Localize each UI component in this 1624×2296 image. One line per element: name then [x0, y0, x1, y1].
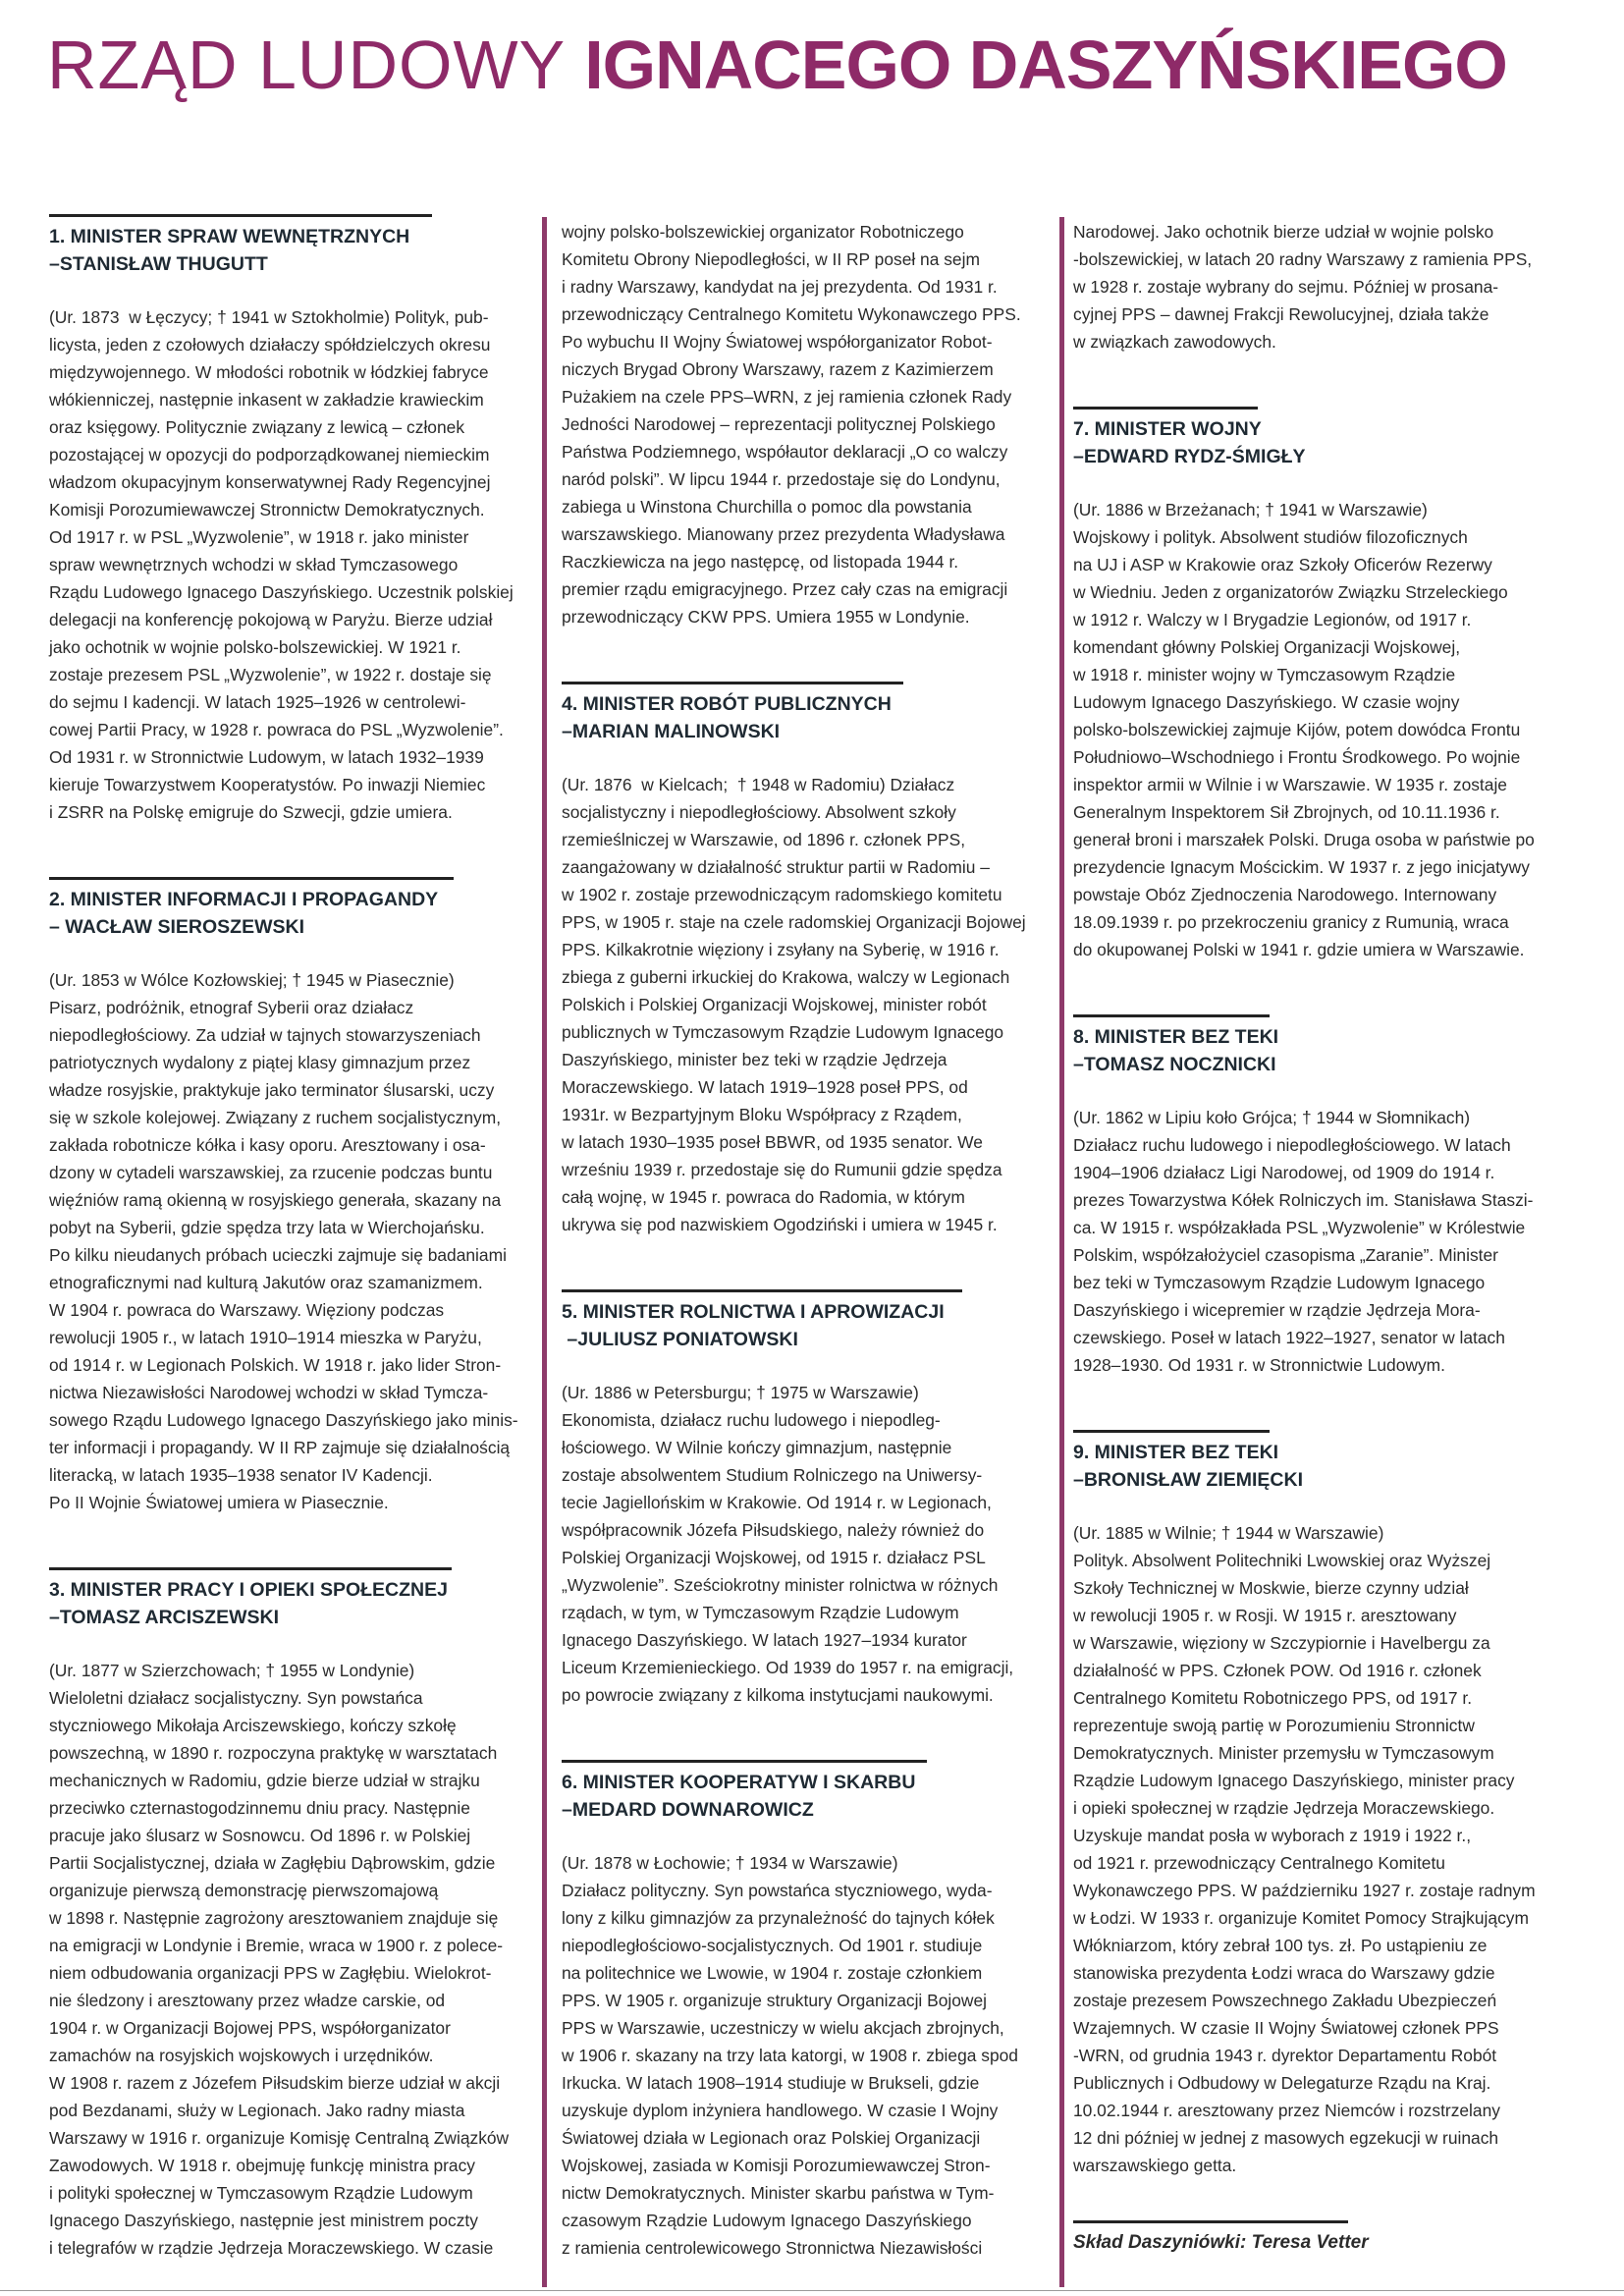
body-line: Od 1931 r. w Stronnictwie Ludowym, w latach 1932–1939: [49, 747, 484, 767]
section-rule: [562, 1289, 962, 1292]
body-line: na UJ i ASP w Krakowie oraz Szkoły Oficerów Rezerwy: [1073, 555, 1492, 574]
body-line: pobyt na Syberii, gdzie spędza trzy lata w Wierchojańsku.: [49, 1218, 485, 1237]
body-line: stanowiska prezydenta Łodzi wraca do Warszawy gdzie: [1073, 1963, 1495, 1983]
body-line: W 1908 r. razem z Józefem Piłsudskim bierze udział w akcji: [49, 2073, 501, 2093]
body-line: Liceum Krzemienieckiego. Od 1939 do 1957 r. na emigracji,: [562, 1658, 1014, 1677]
body-line: w 1902 r. zostaje przewodniczącym radomskiego komitetu: [562, 885, 1002, 904]
section-heading: [1073, 415, 1584, 470]
body-line: Pużakiem na czele PPS–WRN, z jej ramienia członek Rady: [562, 387, 1012, 407]
body-line: władzom okupacyjnym konserwatywnej Rady Regencyjnej: [49, 472, 491, 492]
section-rule: [49, 877, 454, 880]
body-line: międzywojennego. W młodości robotnik w łódzkiej fabryce: [49, 362, 489, 382]
body-line: zamachów na rosyjskich wojskowych i urzędników.: [49, 2046, 434, 2065]
heading-title: 4. MINISTER ROBÓT PUBLICZNYCH: [562, 693, 892, 715]
body-line: uzyskuje dyplom inżyniera handlowego. W czasie I Wojny: [562, 2101, 999, 2120]
body-line: ukrywa się pod nazwiskiem Ogodziński i umiera w 1945 r.: [562, 1215, 998, 1234]
body-line: władze rosyjskie, praktykuje jako terminator ślusarski, uczy: [49, 1080, 495, 1100]
body-line: pozostającej w opozycji do podporządkowanej niemieckim: [49, 445, 490, 465]
section-body: [562, 771, 1053, 1238]
body-line: do sejmu I kadencji. W latach 1925–1926 w centrolewi-: [49, 692, 466, 712]
body-line: warszawskiego getta.: [1073, 2156, 1237, 2175]
body-line: polsko-bolszewickiej zajmuje Kijów, potem dowódca Frontu: [1073, 720, 1521, 739]
body-line: nictw Demokratycznych. Minister skarbu państwa w Tym-: [562, 2183, 995, 2203]
body-line: Światowej działa w Legionach oraz Polskiej Organizacji: [562, 2128, 981, 2148]
body-line: lony z kilku gimnazjów za przynależność do tajnych kółek: [562, 1908, 995, 1928]
page-title: [47, 27, 1507, 102]
body-line: Szkoły Technicznej w Moskwie, bierze czynny udział: [1073, 1578, 1469, 1598]
section-heading: [49, 223, 540, 278]
heading-title: 5. MINISTER ROLNICTWA I APROWIZACJI: [562, 1301, 945, 1323]
body-line: do okupowanej Polski w 1941 r. gdzie umiera w Warszawie.: [1073, 940, 1525, 959]
body-line: 1904 r. w Organizacji Bojowej PPS, współorganizator: [49, 2018, 451, 2038]
body-line: zaangażowany w działalność struktur partii w Radomiu –: [562, 857, 990, 877]
heading-title: 9. MINISTER BEZ TEKI: [1073, 1442, 1279, 1463]
body-line: na emigracji w Londynie i Bremie, wraca w 1900 r. z polece-: [49, 1936, 504, 1955]
body-line: Centralnego Komitetu Robotniczego PPS, od 1917 r.: [1073, 1688, 1473, 1708]
body-line: prezydencie Ignacym Mościckim. W 1937 r. z jego inicjatywy: [1073, 857, 1530, 877]
body-line: przeciwko czternastogodzinnemu dniu pracy. Następnie: [49, 1798, 470, 1818]
body-line: Ludowym Ignacego Daszyńskiego. W czasie wojny: [1073, 692, 1460, 712]
body-line: reprezentuje swoją partię w Porozumieniu Stronnictw: [1073, 1716, 1475, 1735]
body-line: z ramienia centrolewicowego Stronnictwa Niezawisłości: [562, 2238, 983, 2258]
body-line: PPS. W 1905 r. organizuje struktury Organizacji Bojowej: [562, 1991, 988, 2010]
body-line: i radny Warszawy, kandydat na jej prezydenta. Od 1931 r.: [562, 277, 998, 297]
body-line: i opieki społecznej w rządzie Jędrzeja Moraczewskiego.: [1073, 1798, 1495, 1818]
body-line: Wojskowej, zasiada w Komisji Porozumiewawczej Stron-: [562, 2156, 991, 2175]
body-line: Ignacego Daszyńskiego, następnie jest ministrem poczty: [49, 2211, 478, 2230]
section-1: [49, 214, 432, 217]
body-line: (Ur. 1873 w Łęczycy; † 1941 w Sztokholmie) Polityk, pub-: [49, 307, 489, 327]
body-line: Daszyńskiego, minister bez teki w rządzie Jędrzeja: [562, 1050, 947, 1069]
body-line: Warszawy w 1916 r. organizuje Komisję Centralną Związków: [49, 2128, 510, 2148]
body-line: Polskich i Polskiej Organizacji Wojskowej, minister robót: [562, 995, 987, 1014]
section-heading: [49, 1576, 540, 1631]
section-heading: [562, 1298, 1053, 1353]
body-line: i polityki społecznej w Tymczasowym Rządzie Ludowym: [49, 2183, 473, 2203]
body-line: Partii Socjalistycznej, działa w Zagłębiu Dąbrowskim, gdzie: [49, 1853, 496, 1873]
body-line: zbiega z guberni irkuckiej do Krakowa, walczy w Legionach: [562, 967, 1010, 987]
body-line: ca. W 1915 r. współzakłada PSL „Wyzwolenie” w Królestwie: [1073, 1218, 1526, 1237]
section-rule: [49, 1567, 452, 1570]
body-line: prezes Towarzystwa Kółek Rolniczych im. Stanisława Staszi-: [1073, 1190, 1534, 1210]
body-line: inspektor armii w Wilnie i w Warszawie. W 1935 r. zostaje: [1073, 775, 1507, 794]
body-line: na politechnice we Lwowie, w 1904 r. zostaje członkiem: [562, 1963, 983, 1983]
section-rule: [562, 1760, 927, 1763]
section-body: [562, 1849, 1053, 2262]
body-line: (Ur. 1886 w Brzeżanach; † 1941 w Warszawie): [1073, 500, 1428, 519]
section-body: [49, 303, 540, 826]
body-line: premier rządu emigracyjnego. Przez cały czas na emigracji: [562, 579, 1008, 599]
section-rule: [562, 682, 903, 684]
section-rule: [1073, 1014, 1270, 1017]
body-line: czewskiego. Poseł w latach 1922–1927, senator w latach: [1073, 1328, 1505, 1347]
body-line: niepodległościowo-socjalistycznych. Od 1901 r. studiuje: [562, 1936, 983, 1955]
body-line: „Wyzwolenie”. Sześciokrotny minister rolnictwa w różnych: [562, 1575, 999, 1595]
body-line: Wojskowy i polityk. Absolwent studiów filozoficznych: [1073, 527, 1468, 547]
body-line: socjalistyczny i niepodległościowy. Absolwent szkoły: [562, 802, 956, 822]
body-line: (Ur. 1878 w Łochowie; † 1934 w Warszawie): [562, 1853, 898, 1873]
body-line: od 1914 r. w Legionach Polskich. W 1918 r. jako lider Stron-: [49, 1355, 502, 1375]
body-line: 1928–1930. Od 1931 r. w Stronnictwie Ludowym.: [1073, 1355, 1445, 1375]
section-body: [562, 1379, 1053, 1709]
body-line: i telegrafów w rządzie Jędrzeja Moraczewskiego. W czasie: [49, 2238, 494, 2258]
body-line: (Ur. 1877 w Szierzchowach; † 1955 w Londynie): [49, 1661, 415, 1680]
heading-title: 8. MINISTER BEZ TEKI: [1073, 1026, 1279, 1048]
body-line: nie śledzony i aresztowany przez władze carskie, od: [49, 1991, 446, 2010]
body-line: Zawodowych. W 1918 r. obejmuję funkcję ministra pracy: [49, 2156, 475, 2175]
body-line: Raczkiewicza na jego następcę, od listopada 1944 r.: [562, 552, 959, 572]
body-line: w Wiedniu. Jeden z organizatorów Związku Strzeleckiego: [1073, 582, 1508, 602]
body-line: literacką, w latach 1935–1938 senator IV Kadencji.: [49, 1465, 433, 1485]
body-line: spraw wewnętrznych wchodzi w skład Tymczasowego: [49, 555, 459, 574]
column-3: [1073, 218, 1584, 2257]
body-line: wrześniu 1939 r. przedostaje się do Rumunii gdzie spędza: [562, 1160, 1002, 1179]
body-line: Po II Wojnie Światowej umiera w Piasecznie.: [49, 1493, 389, 1512]
body-line: niepodległościowy. Za udział w tajnych stowarzyszeniach: [49, 1025, 481, 1045]
body-line: Ekonomista, działacz ruchu ludowego i niepodleg-: [562, 1410, 941, 1430]
body-line: włókienniczej, następnie inkasent w zakładzie krawieckim: [49, 390, 484, 410]
section-body-continuation: [1073, 218, 1584, 355]
body-line: styczniowego Mikołaja Arciszewskiego, kończy szkołę: [49, 1716, 457, 1735]
body-line: 18.09.1939 r. po przekroczeniu granicy z Rumunią, wraca: [1073, 912, 1509, 932]
body-line: organizuje pierwszą demonstrację pierwszomajową: [49, 1881, 439, 1900]
body-line: powstaje Obóz Zjednoczenia Narodowego. Internowany: [1073, 885, 1497, 904]
body-line: tecie Jagiellońskim w Krakowie. Od 1914 r. w Legionach,: [562, 1493, 992, 1512]
body-line: PPS. Kilkakrotnie więziony i zsyłany na Syberię, w 1916 r.: [562, 940, 1000, 959]
body-line: etnograficznymi nad kulturą Jakutów oraz szamanizmem.: [49, 1273, 483, 1292]
body-line: 1931r. w Bezpartyjnym Bloku Współpracy z Rządem,: [562, 1105, 962, 1124]
body-line: Uzyskuje mandat posła w wyborach z 1919 i 1922 r.,: [1073, 1826, 1472, 1845]
heading-name: –TOMASZ NOCZNICKI: [1073, 1054, 1276, 1075]
body-line: niczych Brygad Obrony Warszawy, razem z Kazimierzem: [562, 359, 994, 379]
body-line: Generalnym Inspektorem Sił Zbrojnych, od 10.11.1936 r.: [1073, 802, 1500, 822]
body-line: czasowym Rządzie Ludowym Ignacego Daszyńskiego: [562, 2211, 972, 2230]
body-line: niem odbudowania organizacji PPS w Zagłębiu. Wielokrot-: [49, 1963, 492, 1983]
heading-title: 7. MINISTER WOJNY: [1073, 418, 1262, 440]
body-line: Państwa Podziemnego, współautor deklaracji „O co walczy: [562, 442, 1008, 462]
body-line: zabiega u Winstona Churchilla o pomoc dla powstania: [562, 497, 972, 517]
body-line: (Ur. 1886 w Petersburgu; † 1975 w Warszawie): [562, 1383, 919, 1402]
body-line: zostaje absolwentem Studium Rolniczego na Uniwersy-: [562, 1465, 983, 1485]
section-rule: [49, 214, 432, 217]
body-line: licysta, jeden z czołowych działaczy spółdzielczych okresu: [49, 335, 491, 355]
body-line: pod Bezdanami, służy w Legionach. Jako radny miasta: [49, 2101, 465, 2120]
body-line: Włókniarzom, który zebrał 100 tys. zł. Po ustąpieniu ze: [1073, 1936, 1488, 1955]
body-line: rzemieślniczej w Warszawie, od 1896 r. członek PPS,: [562, 830, 966, 849]
body-line: (Ur. 1862 w Lipiu koło Grójca; † 1944 w Słomnikach): [1073, 1108, 1471, 1127]
heading-name: – WACŁAW SIEROSZEWSKI: [49, 916, 305, 938]
body-line: więźniów ramą okienną w rosyjskiego generała, skazany na: [49, 1190, 502, 1210]
body-line: rządach, w tym, w Tymczasowym Rządzie Ludowym: [562, 1603, 959, 1622]
body-line: Działacz polityczny. Syn powstańca styczniowego, wyda-: [562, 1881, 993, 1900]
body-line: sowego Rządu Ludowego Ignacego Daszyńskiego jako minis-: [49, 1410, 518, 1430]
body-line: (Ur. 1885 w Wilnie; † 1944 w Warszawie): [1073, 1523, 1384, 1543]
body-line: (Ur. 1876 w Kielcach; † 1948 w Radomiu) Działacz: [562, 775, 955, 794]
body-line: łościowego. W Wilnie kończy gimnazjum, następnie: [562, 1438, 952, 1457]
body-line: Wieloletni działacz socjalistyczny. Syn powstańca: [49, 1688, 423, 1708]
heading-name: –BRONISŁAW ZIEMIĘCKI: [1073, 1469, 1304, 1491]
body-line: naród polski”. W lipcu 1944 r. przedostaje się do Londynu,: [562, 469, 1001, 489]
body-line: Komitetu Obrony Niepodległości, w II RP poseł na sejm: [562, 249, 980, 269]
heading-name: –EDWARD RYDZ-ŚMIGŁY: [1073, 446, 1306, 467]
body-line: Działacz ruchu ludowego i niepodległościowego. W latach: [1073, 1135, 1511, 1155]
body-line: bez teki w Tymczasowym Rządzie Ludowym Ignacego: [1073, 1273, 1486, 1292]
body-line: 10.02.1944 r. aresztowany przez Niemców i rozstrzelany: [1073, 2101, 1500, 2120]
body-line: i ZSRR na Polskę emigruje do Szwecji, gdzie umiera.: [49, 802, 453, 822]
body-line: Wzajemnych. W czasie II Wojny Światowej członek PPS: [1073, 2018, 1499, 2038]
body-line: po powrocie związany z kilkoma instytucjami naukowymi.: [562, 1685, 994, 1705]
body-line: wojny polsko-bolszewickiej organizator Robotniczego: [562, 222, 964, 242]
body-line: powszechną, w 1890 r. rozpoczyna praktykę w warsztatach: [49, 1743, 498, 1763]
body-line: Ignacego Daszyńskiego. W latach 1927–1934 kurator: [562, 1630, 967, 1650]
body-line: w związkach zawodowych.: [1073, 332, 1276, 352]
body-line: zakłada robotnicze kółka i kasy oporu. Aresztowany i osa-: [49, 1135, 486, 1155]
section-body: [49, 1657, 540, 2262]
body-line: w rewolucji 1905 r. w Rosji. W 1915 r. aresztowany: [1073, 1606, 1457, 1625]
body-line: (Ur. 1853 w Wólce Kozłowskiej; † 1945 w Piasecznie): [49, 970, 455, 990]
body-line: przewodniczący CKW PPS. Umiera 1955 w Londynie.: [562, 607, 970, 627]
body-line: w Warszawie, więziony w Szczypiornie i Havelbergu za: [1073, 1633, 1490, 1653]
body-line: cowej Partii Pracy, w 1928 r. powraca do PSL „Wyzwolenie”.: [49, 720, 504, 739]
body-line: komendant główny Polskiej Organizacji Wojskowej,: [1073, 637, 1461, 657]
body-line: w 1912 r. Walczy w I Brygadzie Legionów, od 1917 r.: [1073, 610, 1472, 629]
body-line: Demokratycznych. Minister przemysłu w Tymczasowym: [1073, 1743, 1494, 1763]
body-line: generał broni i marszałek Polski. Druga osoba w państwie po: [1073, 830, 1535, 849]
body-line: dzony w cytadeli warszawskiej, za rzucenie podczas buntu: [49, 1163, 493, 1182]
section-heading: [49, 886, 540, 941]
body-line: w 1906 r. skazany na trzy lata katorgi, w 1908 r. zbiega spod: [562, 2046, 1018, 2065]
page-edge: [0, 2290, 1624, 2291]
body-line: Pisarz, podróżnik, etnograf Syberii oraz działacz: [49, 998, 414, 1017]
body-line: od 1921 r. przewodniczący Centralnego Komitetu: [1073, 1853, 1445, 1873]
body-line: Rządzie Ludowym Ignacego Daszyńskiego, minister pracy: [1073, 1771, 1515, 1790]
body-line: zostaje prezesem PSL „Wyzwolenie”, w 1922 r. dostaje się: [49, 665, 492, 684]
body-line: Po kilku nieudanych próbach ucieczki zajmuje się badaniami: [49, 1245, 507, 1265]
section-heading: [562, 690, 1053, 745]
heading-title: 3. MINISTER PRACY I OPIEKI SPOŁECZNEJ: [49, 1579, 448, 1601]
section-heading: [1073, 1023, 1584, 1078]
body-line: -WRN, od grudnia 1943 r. dyrektor Departamentu Robót: [1073, 2046, 1497, 2065]
heading-name: –MEDARD DOWNAROWICZ: [562, 1799, 814, 1821]
heading-title: 2. MINISTER INFORMACJI I PROPAGANDY: [49, 889, 439, 910]
heading-name: –JULIUSZ PONIATOWSKI: [562, 1329, 798, 1350]
body-line: Jedności Narodowej – reprezentacji politycznej Polskiego: [562, 414, 996, 434]
body-line: nictwa Niezawisłości Narodowej wchodzi w skład Tymcza-: [49, 1383, 489, 1402]
body-line: całą wojnę, w 1945 r. powraca do Radomia, w którym: [562, 1187, 965, 1207]
body-line: działalność w PPS. Członek POW. Od 1916 r. członek: [1073, 1661, 1482, 1680]
body-line: jako ochotnik w wojnie polsko-bolszewickiej. W 1921 r.: [49, 637, 461, 657]
body-line: PPS, w 1905 r. staje na czele radomskiej Organizacji Bojowej: [562, 912, 1026, 932]
column-1: [49, 214, 540, 2262]
body-line: publicznych w Tymczasowym Rządzie Ludowym Ignacego: [562, 1022, 1004, 1042]
section-body: [1073, 1519, 1584, 2179]
section-body: [1073, 496, 1584, 963]
body-line: Daszyńskiego i wicepremier w rządzie Jędrzeja Mora-: [1073, 1300, 1481, 1320]
body-line: patriotycznych wydalony z piątej klasy gimnazjum przez: [49, 1053, 471, 1072]
body-line: 12 dni później w jednej z masowych egzekucji w ruinach: [1073, 2128, 1499, 2148]
body-line: przewodniczący Centralnego Komitetu Wykonawczego PPS.: [562, 304, 1021, 324]
body-line: W 1904 r. powraca do Warszawy. Więziony podczas: [49, 1300, 445, 1320]
heading-name: –STANISŁAW THUGUTT: [49, 253, 268, 275]
body-line: PPS w Warszawie, uczestniczy w wielu akcjach zbrojnych,: [562, 2018, 1004, 2038]
body-line: Od 1917 r. w PSL „Wyzwolenie”, w 1918 r. jako minister: [49, 527, 469, 547]
body-line: Polskiej Organizacji Wojskowej, od 1915 r. działacz PSL: [562, 1548, 986, 1567]
body-line: Narodowej. Jako ochotnik bierze udział w wojnie polsko: [1073, 222, 1494, 242]
body-line: delegacji na konferencję pokojową w Paryżu. Bierze udział: [49, 610, 493, 629]
credit-rule: [1073, 2220, 1348, 2223]
body-line: Po wybuchu II Wojny Światowej współorganizator Robot-: [562, 332, 993, 352]
body-line: Rządu Ludowego Ignacego Daszyńskiego. Uczestnik polskiej: [49, 582, 514, 602]
section-body: [1073, 1104, 1584, 1379]
body-line: w Łodzi. W 1933 r. organizuje Komitet Pomocy Strajkującym: [1073, 1908, 1529, 1928]
section-heading: [562, 1769, 1053, 1824]
body-line: -bolszewickiej, w latach 20 radny Warszawy z ramienia PPS,: [1073, 249, 1533, 269]
section-heading: [1073, 1439, 1584, 1494]
body-line: Polskim, współzałożyciel czasopisma „Zaranie”. Minister: [1073, 1245, 1498, 1265]
body-line: Moraczewskiego. W latach 1919–1928 poseł PPS, od: [562, 1077, 968, 1097]
section-rule: [1073, 407, 1258, 410]
section-body-continuation: [562, 218, 1053, 630]
column-divider: [542, 217, 547, 2287]
body-line: 1904–1906 działacz Ligi Narodowej, od 1909 do 1914 r.: [1073, 1163, 1495, 1182]
column-divider: [1059, 217, 1064, 2287]
title-light: RZĄD LUDOWY: [47, 27, 567, 103]
body-line: Publicznych i Odbudowy w Delegaturze Rządu na Kraj.: [1073, 2073, 1491, 2093]
heading-title: 6. MINISTER KOOPERATYW I SKARBU: [562, 1772, 916, 1793]
body-line: cyjnej PPS – dawnej Frakcji Rewolucyjnej, działa także: [1073, 304, 1489, 324]
body-line: pracuje jako ślusarz w Sosnowcu. Od 1896 r. w Polskiej: [49, 1826, 471, 1845]
body-line: Polityk. Absolwent Politechniki Lwowskiej oraz Wyższej: [1073, 1551, 1491, 1570]
body-line: kieruje Towarzystwem Kooperatystów. Po inwazji Niemiec: [49, 775, 486, 794]
body-line: mechanicznych w Radomiu, gdzie bierze udział w strajku: [49, 1771, 480, 1790]
body-line: oraz księgowy. Politycznie związany z lewicą – członek: [49, 417, 465, 437]
body-line: w 1918 r. minister wojny w Tymczasowym Rządzie: [1073, 665, 1456, 684]
heading-name: –TOMASZ ARCISZEWSKI: [49, 1607, 280, 1628]
body-line: Wykonawczego PPS. W październiku 1927 r. zostaje radnym: [1073, 1881, 1536, 1900]
section-rule: [1073, 1430, 1270, 1433]
body-line: rewolucji 1905 r., w latach 1910–1914 mieszka w Paryżu,: [49, 1328, 482, 1347]
body-line: w 1898 r. Następnie zagrożony aresztowaniem znajduje się: [49, 1908, 499, 1928]
body-line: Komisji Porozumiewawczej Stronnictw Demokratycznych.: [49, 500, 485, 519]
heading-name: –MARIAN MALINOWSKI: [562, 721, 781, 742]
body-line: współpracownik Józefa Piłsudskiego, należy również do: [562, 1520, 985, 1540]
body-line: w latach 1930–1935 poseł BBWR, od 1935 senator. We: [562, 1132, 983, 1152]
credit-text: Skład Daszyniówki: Teresa Vetter: [1073, 2232, 1369, 2253]
column-2: [562, 218, 1053, 2262]
body-line: warszawskiego. Mianowany przez prezydenta Władysława: [562, 524, 1005, 544]
heading-title: 1. MINISTER SPRAW WEWNĘTRZNYCH: [49, 226, 410, 247]
body-line: Południowo–Wschodniego i Frontu Środkowego. Po wojnie: [1073, 747, 1521, 767]
body-line: w 1928 r. zostaje wybrany do sejmu. Później w prosana-: [1073, 277, 1499, 297]
title-bold: IGNACEGO DASZYŃSKIEGO: [584, 27, 1507, 103]
body-line: ter informacji i propagandy. W II RP zajmuje się działalnością: [49, 1438, 511, 1457]
body-line: Irkucka. W latach 1908–1914 studiuje w Brukseli, gdzie: [562, 2073, 980, 2093]
section-body: [49, 966, 540, 1516]
body-line: zostaje prezesem Powszechnego Zakładu Ubezpieczeń: [1073, 1991, 1497, 2010]
body-line: się w szkole kolejowej. Związany z ruchem socjalistycznym,: [49, 1108, 502, 1127]
